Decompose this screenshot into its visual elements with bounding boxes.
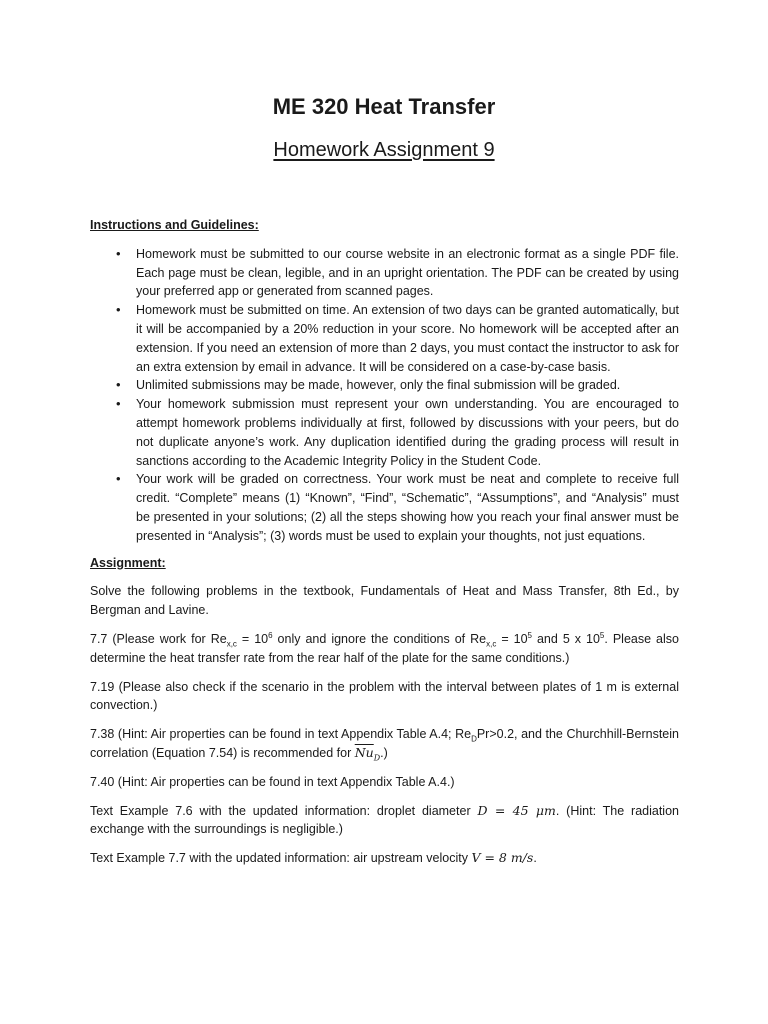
assignment-heading: Assignment: bbox=[90, 555, 166, 570]
problem-7-7: 7.7 (Please work for $Re_{x,c} = 10^6$ only and ignore the conditions of $Re_{x,c} = 10^5$ and 5 x $10^5$. Please also determine the heat transfer rate from the rear half of the plate for the same conditions.) bbox=[90, 630, 679, 665]
instructions-heading: Instructions and Guidelines: bbox=[90, 218, 259, 232]
assignment-subtitle bbox=[0, 139, 768, 162]
assignment-intro: Solve the following problems in the textbook, Fundamentals of Heat and Mass Transfer, 8th Ed., by Bergman and Lavine. bbox=[90, 584, 679, 618]
air-velocity-expression: V = 8 m/s bbox=[471, 850, 534, 866]
problem-7-38: 7.38 (Hint: Air properties can be found in text Appendix Table A.4; $Re_DPr>0.2$, and the Churchhill-Bernstein correlation (Equation 7.54) is recommended for $\overline{Nu}_D$.) bbox=[90, 727, 679, 763]
instruction-item: • Homework must be submitted on time. An extension of two days can be granted automatically, but it will be accompanied by a 20% reduction in your score. No homework will be accepted after an extension. If you need an extension of more than 2 days, you must contact the instructor to ask for an extra extension by email in advance. It will be considered on a case-by-case basis. bbox=[136, 301, 679, 376]
document-body bbox=[90, 216, 679, 868]
instruction-item: • Homework must be submitted to our course website in an electronic format as a single PDF file. Each page must be clean, legible, and in an upright orientation. The PDF can be created by using your preferred app or generated from scanned pages. bbox=[136, 245, 679, 301]
instruction-item: • Your work will be graded on correctness. Your work must be neat and complete to receive full credit. “Complete” means (1) “Known”, “Find”, “Schematic”, “Assumptions”, and “Analysis” must be presented in your solutions; (2) all the steps showing how you reach your final answer must be presented in “Analysis”; (3) words must be used to explain your thoughts, not just equations. bbox=[136, 470, 679, 545]
instruction-item: • Your homework submission must represent your own understanding. You are encouraged to attempt homework problems individually at first, followed by discussions with your peers, but do not duplicate anyone’s work. Any duplication identified during the grading process will result in sanctions according to the Academic Integrity Policy in the Student Code. bbox=[136, 395, 679, 470]
instruction-item: • Unlimited submissions may be made, however, only the final submission will be graded. bbox=[136, 376, 679, 395]
example-7-7: Text Example 7.7 with the updated information: air upstream velocity V = 8 m/s. bbox=[90, 850, 537, 866]
problem-7-40: 7.40 (Hint: Air properties can be found in text Appendix Table A.4.) bbox=[90, 774, 455, 789]
course-title: ME 320 Heat Transfer bbox=[272, 94, 496, 119]
assignment-subtitle-text: Homework Assignment 9 bbox=[273, 139, 495, 161]
example-7-6: Text Example 7.6 with the updated information: droplet diameter D = 45 μm. (Hint: The radiation exchange with the surroundings is negligible.) bbox=[90, 802, 679, 837]
problem-7-19: 7.19 (Please also check if the scenario in the problem with the interval between plates of 1 m is external convection.) bbox=[90, 679, 679, 713]
droplet-diameter-expression: D = 45 μm bbox=[477, 802, 556, 818]
nusselt-number-symbol: $\overline{Nu}$ bbox=[354, 744, 374, 760]
instructions-list bbox=[90, 245, 679, 546]
